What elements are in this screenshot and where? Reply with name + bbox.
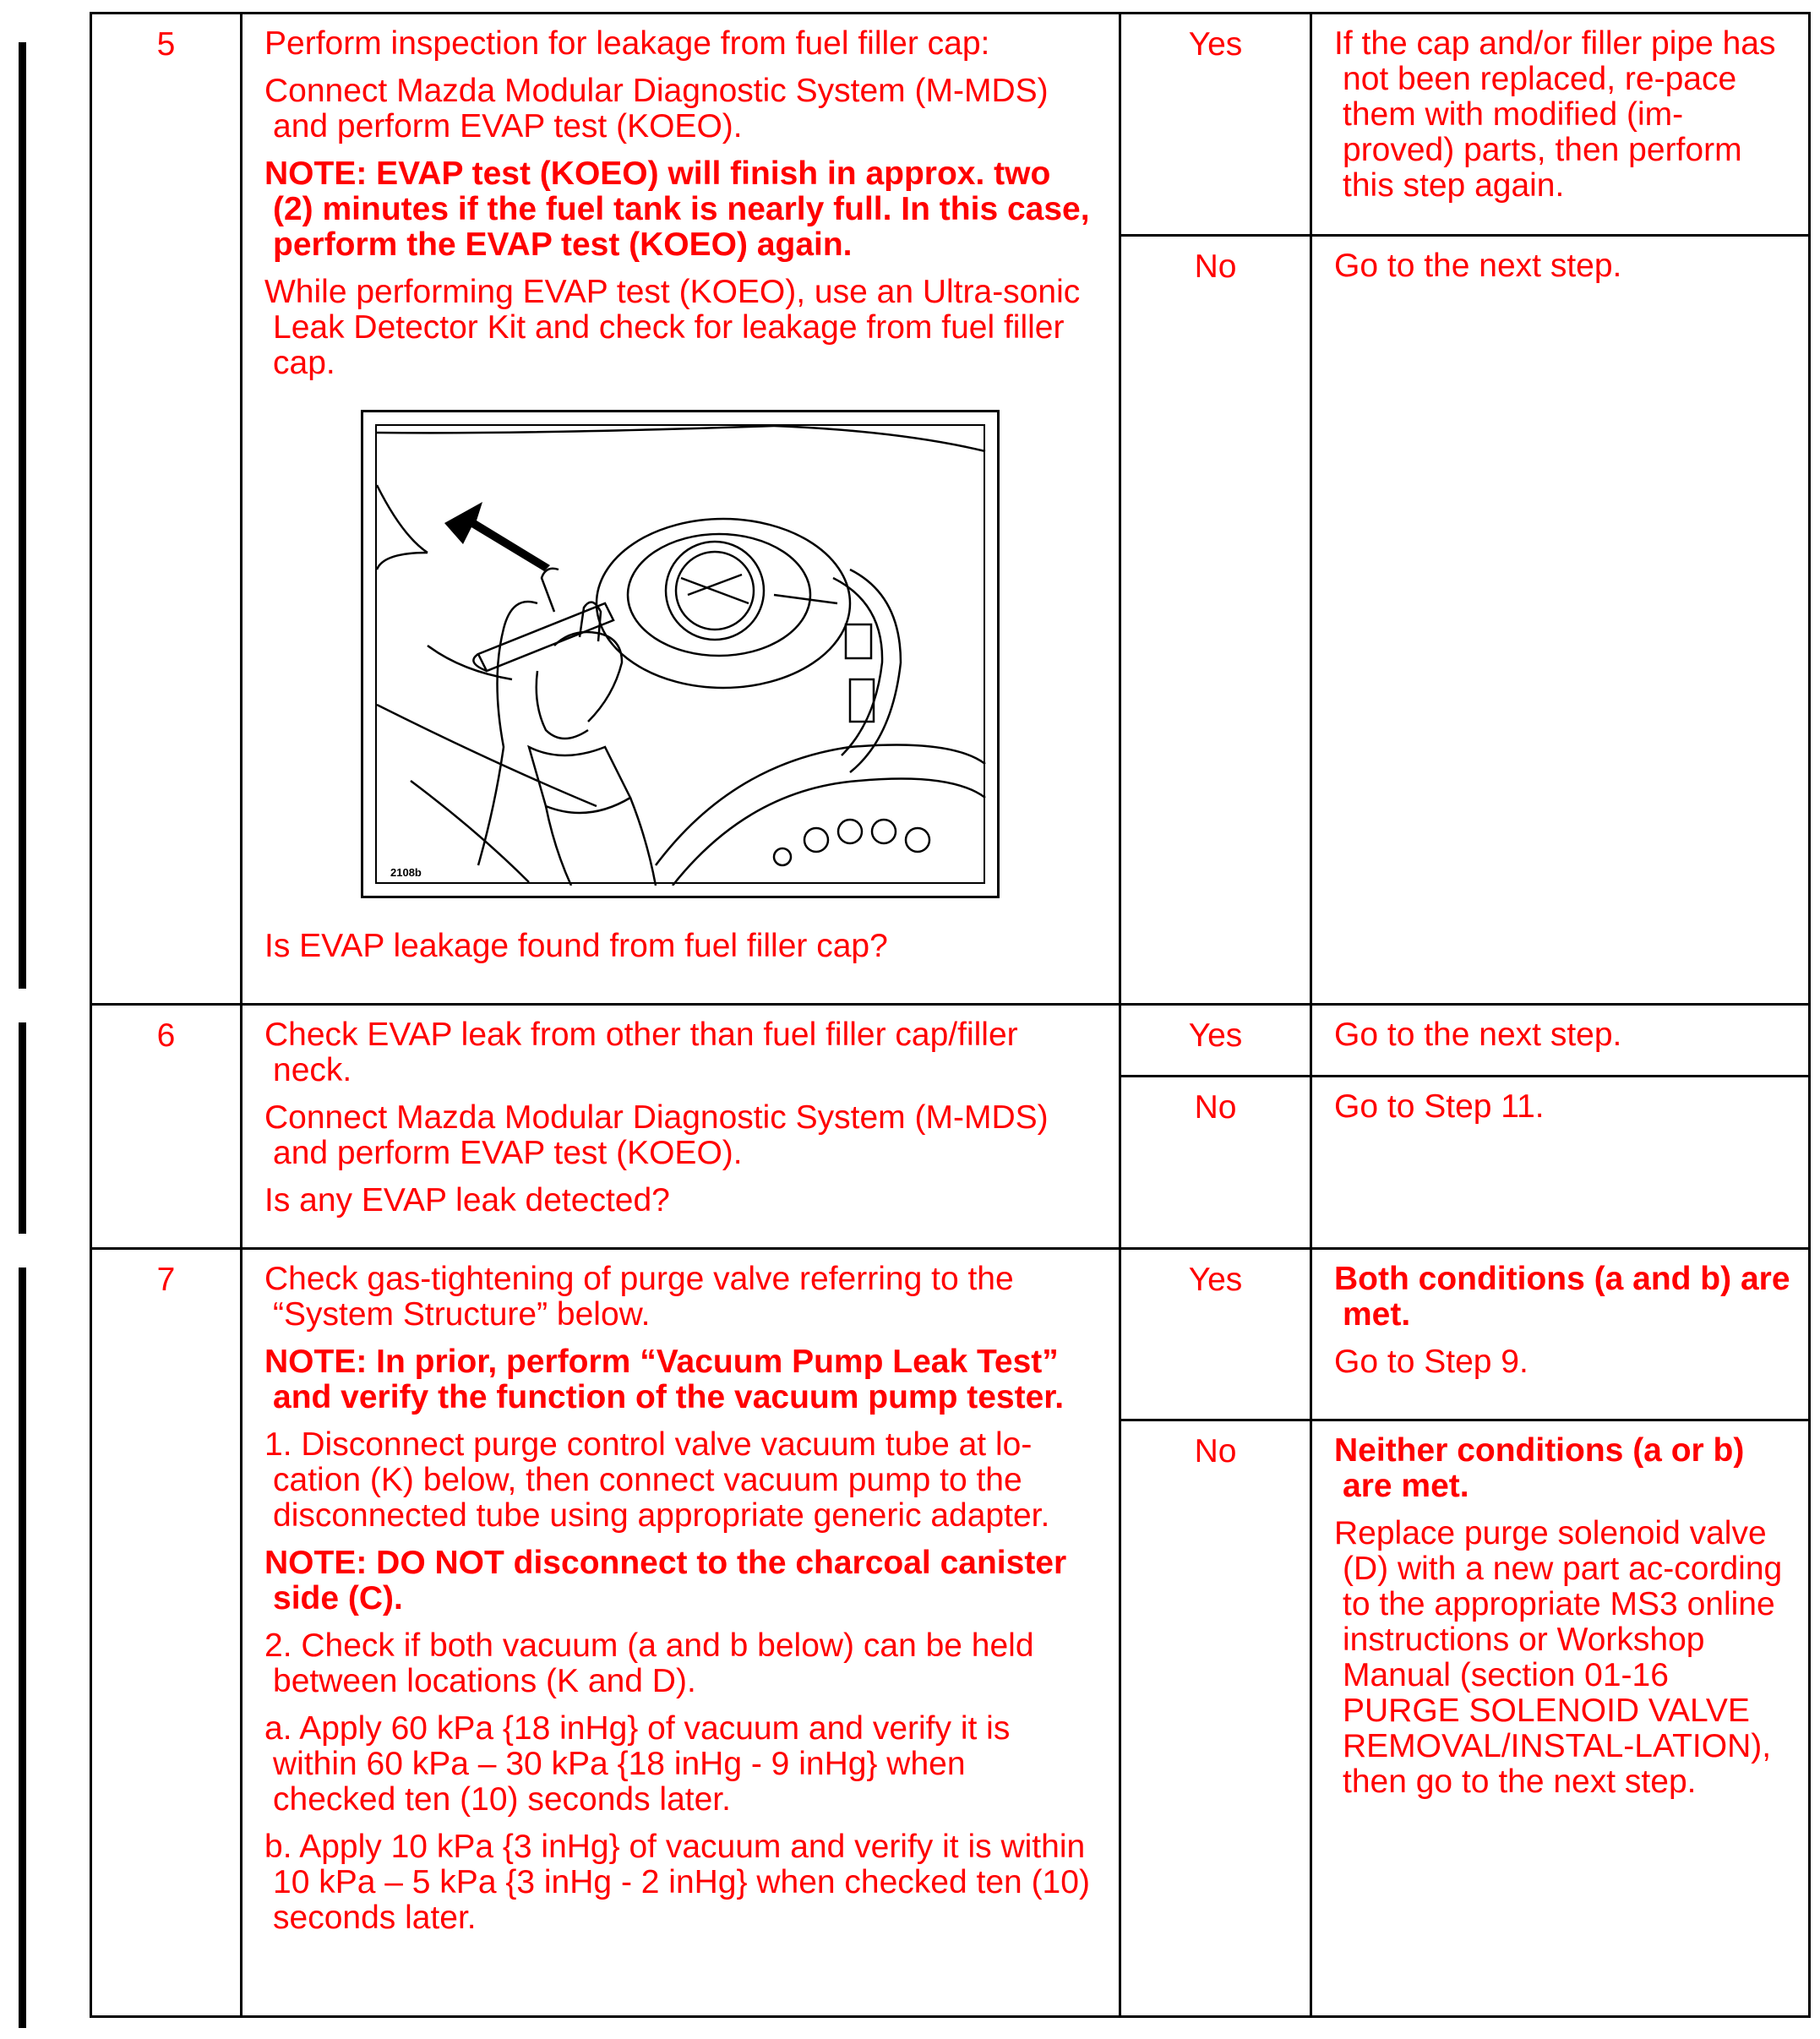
- step-question: Is EVAP leakage found from fuel filler cap?: [264, 928, 888, 964]
- instruction-paragraph: Connect Mazda Modular Diagnostic System (M-MDS) and perform EVAP test (KOEO).: [264, 73, 1049, 144]
- no-action: [1311, 1420, 1810, 2017]
- action-text: Go to Step 9.: [1334, 1344, 1528, 1380]
- step-number: 5: [91, 14, 242, 1005]
- step-row-7: [91, 1249, 1810, 1420]
- note-paragraph: NOTE: In prior, perform “Vacuum Pump Leak Test” and verify the function of the vacuum pump tester.: [264, 1344, 1065, 1415]
- step-instructions: [242, 14, 1120, 1005]
- instruction-paragraph: Perform inspection for leakage from fuel filler cap:: [264, 25, 990, 62]
- yes-label: Yes: [1120, 1249, 1311, 1420]
- no-action: [1311, 1077, 1810, 1249]
- figure-code: 2108b: [390, 866, 422, 879]
- no-label: No: [1120, 1077, 1311, 1249]
- instruction-paragraph: While performing EVAP test (KOEO), use an Ultra-sonic Leak Detector Kit and check for leakage from fuel filler cap.: [264, 274, 1081, 381]
- yes-label: Yes: [1120, 1005, 1311, 1077]
- change-bar-step-5: [19, 42, 26, 989]
- instruction-paragraph: a. Apply 60 kPa {18 inHg} of vacuum and verify it is within 60 kPa – 30 kPa {18 inHg - 9 inHg} when checked ten (10) seconds later.: [264, 1710, 1011, 1818]
- step-question: Is any EVAP leak detected?: [264, 1182, 670, 1218]
- step-instructions: [242, 1005, 1120, 1249]
- instruction-paragraph: Check gas-tightening of purge valve referring to the “System Structure” below.: [264, 1261, 1014, 1333]
- no-label: No: [1120, 1420, 1311, 2017]
- action-text: Go to the next step.: [1334, 248, 1622, 284]
- instruction-paragraph: Check EVAP leak from other than fuel filler cap/filler neck.: [264, 1017, 1018, 1088]
- yes-label: Yes: [1120, 14, 1311, 236]
- diagnostic-procedure-table: [90, 12, 1811, 2018]
- no-label: No: [1120, 236, 1311, 1005]
- action-text: If the cap and/or filler pipe has not been replaced, re-pace them with modified (im-proved) parts, then perform this step again.: [1334, 25, 1776, 204]
- step-row-6: [91, 1005, 1810, 1077]
- action-text: Go to Step 11.: [1334, 1088, 1545, 1125]
- action-text: Go to the next step.: [1334, 1017, 1622, 1053]
- condition-heading: Both conditions (a and b) are met.: [1334, 1261, 1790, 1333]
- fuel-filler-cap-illustration: [361, 410, 1000, 898]
- no-action: [1311, 236, 1810, 1005]
- instruction-paragraph: 2. Check if both vacuum (a and b below) can be held between locations (K and D).: [264, 1627, 1034, 1699]
- step-number: 7: [91, 1249, 242, 2017]
- instruction-paragraph: Connect Mazda Modular Diagnostic System (M-MDS) and perform EVAP test (KOEO).: [264, 1099, 1049, 1171]
- instruction-paragraph: b. Apply 10 kPa {3 inHg} of vacuum and verify it is within 10 kPa – 5 kPa {3 inHg - 2 inHg} when checked ten (10) seconds later.: [264, 1829, 1090, 1936]
- step-instructions: [242, 1249, 1120, 2017]
- condition-heading: Neither conditions (a or b) are met.: [1334, 1432, 1745, 1504]
- action-text: Replace purge solenoid valve (D) with a new part ac-cording to the appropriate MS3 online instructions or Workshop Manual (section 01-16 PURGE SOLENOID VALVE REMOVAL/INSTAL-LATION), then go to the next step.: [1334, 1515, 1783, 1800]
- change-bar-step-7: [19, 1268, 26, 2028]
- yes-action: [1311, 1005, 1810, 1077]
- yes-action: [1311, 14, 1810, 236]
- step-number: 6: [91, 1005, 242, 1249]
- instruction-paragraph: 1. Disconnect purge control valve vacuum tube at lo-cation (K) below, then connect vacuum pump to the disconnected tube using appropriate generic adapter.: [264, 1426, 1050, 1534]
- note-paragraph: NOTE: DO NOT disconnect to the charcoal canister side (C).: [264, 1545, 1067, 1616]
- note-paragraph: NOTE: EVAP test (KOEO) will finish in approx. two (2) minutes if the fuel tank is nearly full. In this case, perform the EVAP test (KOEO) again.: [264, 155, 1090, 263]
- leak-detector-drawing: [377, 426, 987, 886]
- yes-action: [1311, 1249, 1810, 1420]
- step-row-5: [91, 14, 1810, 236]
- change-bar-step-6: [19, 1022, 26, 1234]
